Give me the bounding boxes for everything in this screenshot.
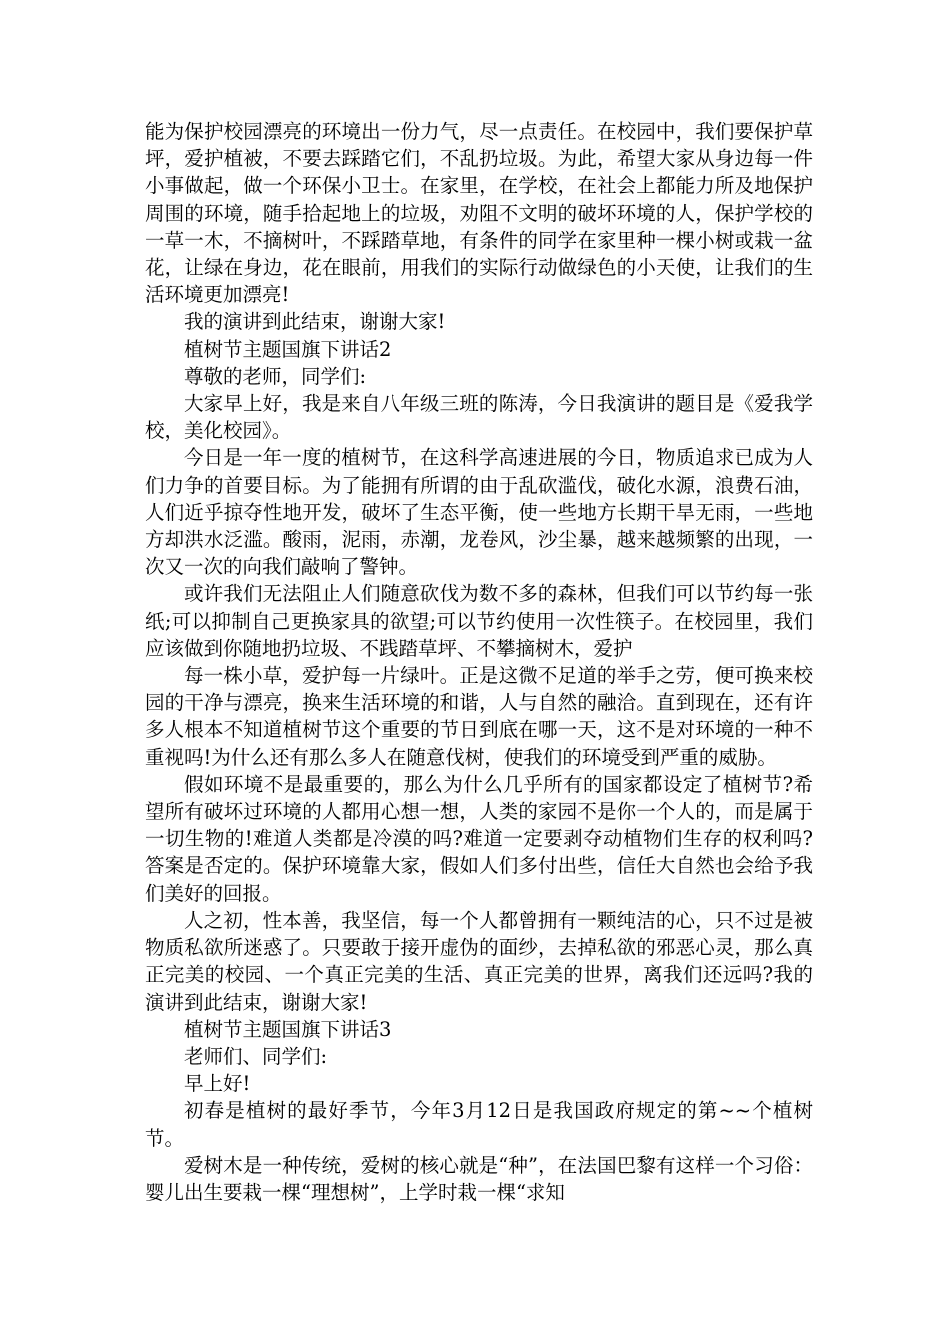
section-heading: 植树节主题国旗下讲话2 — [184, 337, 392, 361]
paragraph: 大家早上好，我是来自八年级三班的陈涛，今日我演讲的题目是《爱我学校，美化校园》。 — [145, 392, 813, 443]
section-heading: 植树节主题国旗下讲话3 — [184, 1017, 392, 1041]
paragraph: 或许我们无法阻止人们随意砍伐为数不多的森林，但我们可以节约每一张纸;可以抑制自己更换家具的欲望;可以节约使用一次性筷子。在校园里，我们应该做到你随地扔垃圾、不践踏草坪、不攀摘树木，爱护 — [145, 582, 813, 660]
paragraph: 假如环境不是最重要的，那么为什么几乎所有的国家都设定了植树节?希望所有破坏过环境的人都用心想一想，人类的家园不是你一个人的，而是属于一切生物的!难道人类都是冷漠的吗?难道一定要剥夺动植物们生存的权利吗?答案是否定的。保护环境靠大家，假如人们多付出些，信任大自然也会给予我们美好的回报。 — [145, 772, 813, 905]
paragraph: 能为保护校园漂亮的环境出一份力气，尽一点责任。在校园中，我们要保护草坪，爱护植被，不要去踩踏它们，不乱扔垃圾。为此，希望大家从身边每一件小事做起，做一个环保小卫士。在家里，在学校，在社会上都能力所及地保护周围的环境，随手拾起地上的垃圾，劝阻不文明的破坏环境的人，保护学校的一草一木，不摘树叶，不踩踏草地，有条件的同学在家里种一棵小树或栽一盆花，让绿在身边，花在眼前，用我们的实际行动做绿色的小天使，让我们的生活环境更加漂亮! — [145, 120, 813, 307]
paragraph: 人之初，性本善，我坚信，每一个人都曾拥有一颗纯洁的心，只不过是被物质私欲所迷惑了。只要敢于接开虚伪的面纱，去掉私欲的邪恶心灵，那么真正完美的校园、一个真正完美的生活、真正完美的世界，离我们还远吗?我的演讲到此结束，谢谢大家! — [145, 908, 813, 1014]
salutation: 老师们、同学们: — [184, 1044, 328, 1068]
paragraph: 每一株小草，爱护每一片绿叶。正是这微不足道的举手之劳，便可换来校园的干净与漂亮，换来生活环境的和谐，人与自然的融洽。直到现在，还有许多人根本不知道植树节这个重要的节日到底在哪一天，这不是对环境的一种不重视吗!为什么还有那么多人在随意伐树，使我们的环境受到严重的威胁。 — [145, 664, 813, 769]
paragraph: 初春是植树的最好季节，今年3月12日是我国政府规定的第~~个植树节。 — [145, 1099, 813, 1150]
salutation: 尊敬的老师，同学们: — [184, 364, 367, 388]
document-body — [145, 118, 813, 1206]
paragraph: 爱树木是一种传统，爱树的核心就是“种”，在法国巴黎有这样一个习俗：婴儿出生要栽一棵“理想树”，上学时栽一棵“求知 — [145, 1153, 813, 1204]
paragraph: 我的演讲到此结束，谢谢大家! — [184, 310, 446, 334]
greeting: 早上好! — [184, 1072, 251, 1096]
paragraph: 今日是一年一度的植树节，在这科学高速进展的今日，物质追求已成为人们力争的首要目标。为了能拥有所谓的由于乱砍滥伐，破化水源，浪费石油，人们近乎掠夺性地开发，破坏了生态平衡，使一些地方长期干旱无雨，一些地方却洪水泛滥。酸雨，泥雨，赤潮，龙卷风，沙尘暴，越来越频繁的出现，一次又一次的向我们敲响了警钟。 — [145, 446, 813, 579]
